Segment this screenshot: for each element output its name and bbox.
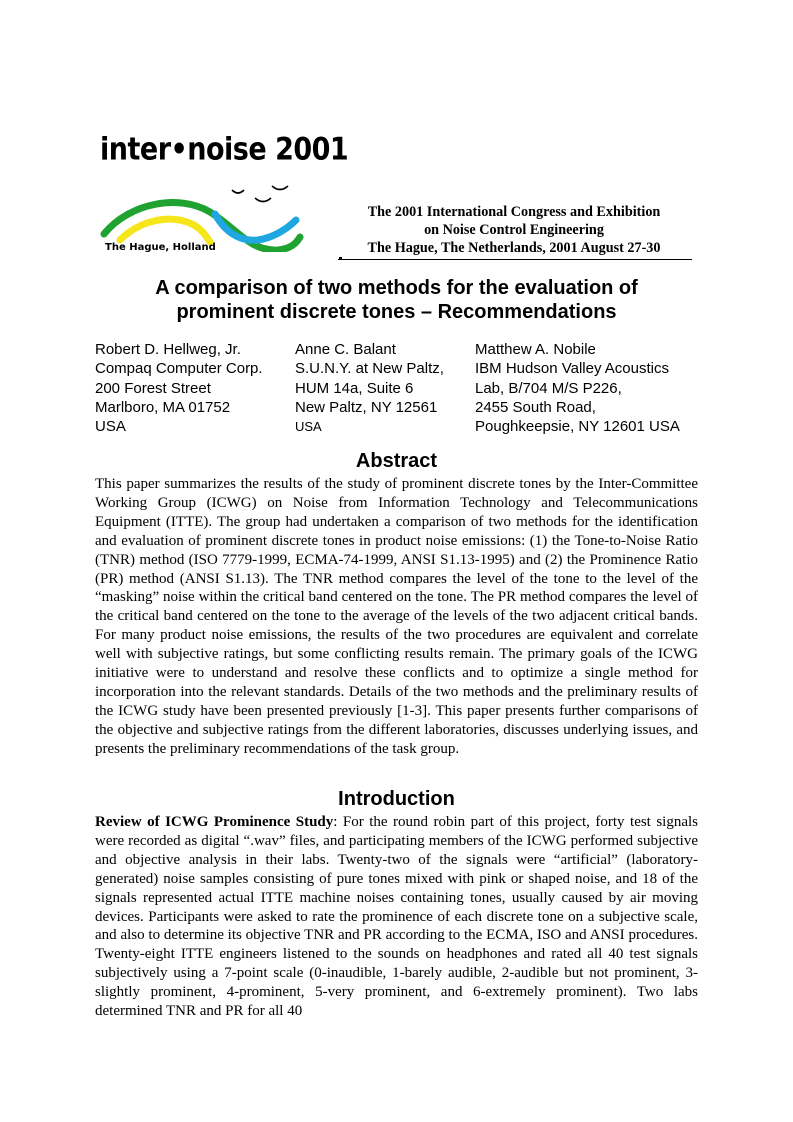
- conference-logo: [100, 132, 349, 262]
- paper-title-line-2: prominent discrete tones – Recommendations: [176, 301, 617, 323]
- conference-header: [338, 203, 690, 257]
- author-city: Poughkeepsie, NY 12601 USA: [475, 418, 680, 436]
- author-affiliation: S.U.N.Y. at New Paltz,: [295, 360, 444, 378]
- logo-place-text: The Hague, Holland: [105, 242, 216, 253]
- author-address: 200 Forest Street: [95, 379, 211, 397]
- header-rule-mark: [339, 257, 342, 259]
- author-city: New Paltz, NY 12561: [295, 398, 438, 416]
- header-rule: [338, 259, 692, 260]
- author-block: [95, 340, 263, 436]
- abstract-text: This paper summarizes the results of the study of prominent discrete tones by the Inter-Committee Working Group (ICWG) on Noise from Information Technology and Telecommunications Equipment (ITTE). The group had undertaken a comparison of two methods for the identification and evaluation of prominent discrete tones in product noise emissions: (1) the Tone-to-Noise Ratio (TNR) method (ISO 7779-1999, ECMA-74-1999, ANSI S1.13-1995) and (2) the Prominence Ratio (PR) method (ANSI S1.13). The TNR method compares the level of the tone to the level of the “masking” noise within the critical band centered on the tone. The PR method compares the level of the critical band centered on the tone to the average of the levels of the two adjacent critical bands. For many product noise emissions, the results of the two procedures are equivalent and correlate well with subjective ratings, but some conflicting results remain. The primary goals of the ICWG initiative were to understand and resolve these conflicts and to optimize a single method for incorporation into the relevant standards. Details of the two methods and the preliminary results of the ICWG study have been presented previously [1-3]. This paper presents further comparisons of the objective and subjective ratings from the different laboratories, discusses underlying issues, and presents the preliminary recommendations of the task group.: [95, 476, 698, 757]
- author-name: Matthew A. Nobile: [475, 341, 596, 358]
- paper-title-line-1: A comparison of two methods for the evaluation of: [155, 277, 638, 299]
- author-city: Marlboro, MA 01752: [95, 398, 231, 416]
- introduction-text: [95, 813, 698, 1021]
- conference-line-2: on Noise Control Engineering: [424, 222, 604, 238]
- introduction-lead: Review of ICWG Prominence Study: [95, 814, 334, 830]
- conference-line-1: The 2001 International Congress and Exhibition: [367, 204, 661, 220]
- abstract-heading: Abstract: [355, 450, 438, 472]
- author-country: USA: [95, 418, 126, 436]
- introduction-body: : For the round robin part of this project, forty test signals were recorded as digital “.wav” files, and participating members of the ICWG performed subjective and objective analysis in their labs. Twenty-two of the signals were “artificial” (laboratory-generated) noise samples consisting of pure tones mixed with pink or shaped noise, and 18 of the signals represented actual ITTE machine noises containing tones, usually caused by air moving devices. Participants were asked to rate the prominence of each discrete tone on a subjective scale, and also to determine its objective TNR and PR according to the ECMA, ISO and ANSI procedures. Twenty-eight ITTE engineers listened to the sounds on headphones and rated all 40 test signals subjectively using a 7-point scale (0-inaudible, 1-barely audible, 2-audible but not prominent, 3-slightly prominent, 4-prominent, 5-very prominent, and 6-extremely prominent). Two labs determined TNR and PR for all 40: [95, 814, 698, 1020]
- author-name: Anne C. Balant: [295, 341, 396, 358]
- logo-title: inter•noise 2001: [100, 132, 349, 168]
- author-affiliation: Compaq Computer Corp.: [95, 360, 263, 378]
- paper-title: [95, 276, 698, 324]
- conference-line-3: The Hague, The Netherlands, 2001 August 27-30: [367, 240, 661, 256]
- author-affiliation: IBM Hudson Valley Acoustics: [475, 360, 669, 378]
- author-block: [295, 340, 444, 436]
- introduction-heading: Introduction: [338, 788, 455, 810]
- author-address: Lab, B/704 M/S P226,: [475, 379, 622, 397]
- author-name: Robert D. Hellweg, Jr.: [95, 341, 241, 358]
- author-address: HUM 14a, Suite 6: [295, 379, 414, 397]
- author-block: [475, 340, 680, 436]
- author-country: USA: [295, 419, 322, 435]
- author-street: 2455 South Road,: [475, 398, 596, 416]
